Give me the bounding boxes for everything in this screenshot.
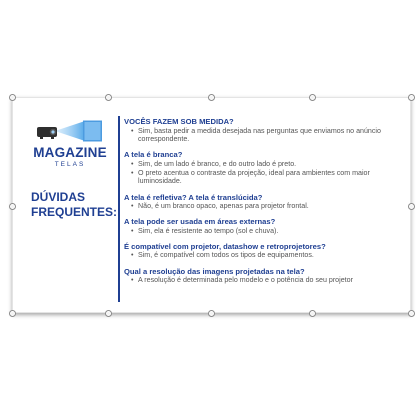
bullet-icon: • (131, 226, 134, 235)
bullet-icon: • (131, 202, 134, 211)
faq-item (124, 267, 404, 285)
faq-question: VOCÊS FAZEM SOB MEDIDA? (124, 117, 234, 126)
faq-item (124, 150, 404, 186)
brand-name: MAGAZINE (33, 145, 107, 160)
faq-answer: • Sim, é compatível com todos os tipos de equipamentos. (131, 251, 314, 260)
faq-question: A tela é refletiva? A tela é translúcida? (124, 192, 263, 202)
grommet-icon (105, 94, 112, 101)
faq-question: É compatível com projetor, datashow e retroprojetores? (124, 241, 326, 251)
bullet-icon: • (131, 276, 134, 285)
faq-banner (12, 97, 411, 313)
vertical-divider (118, 116, 120, 302)
bullet-icon: • (131, 251, 134, 260)
faq-list (124, 117, 404, 291)
grommet-icon (309, 94, 316, 101)
grommet-icon (9, 94, 16, 101)
faq-heading: DÚVIDAS FREQUENTES: (31, 190, 118, 219)
grommet-icon (9, 203, 16, 210)
grommet-icon (408, 203, 415, 210)
faq-item (124, 117, 404, 144)
grommet-icon (309, 310, 316, 317)
faq-question: Qual a resolução das imagens projetadas na tela? (124, 266, 305, 276)
faq-answer: • Sim, de um lado é branco, e do outro lado é preto. (131, 159, 297, 168)
faq-item (124, 242, 404, 260)
bullet-icon: • (131, 168, 134, 177)
faq-question: A tela pode ser usada em áreas externas? (124, 217, 276, 227)
projector-icon (37, 120, 103, 142)
grommet-icon (408, 310, 415, 317)
faq-answer: • Não, é um branco opaco, apenas para projetor frontal. (131, 202, 309, 211)
faq-answer: • Sim, basta pedir a medida desejada nas perguntas que enviamos no anúncio correspondente. (131, 126, 381, 144)
faq-item (124, 193, 404, 211)
grommet-icon (408, 94, 415, 101)
grommet-icon (208, 310, 215, 317)
faq-answer: • O preto acentua o contraste da projeção, ideal para ambientes com maior luminosidade. (131, 168, 370, 186)
bullet-icon: • (131, 126, 134, 135)
grommet-icon (9, 310, 16, 317)
grommet-icon (208, 94, 215, 101)
faq-answer: • Sim, ela é resistente ao tempo (sol e chuva). (131, 226, 279, 235)
faq-question: A tela é branca? (124, 150, 183, 160)
grommet-icon (105, 310, 112, 317)
brand-logo (27, 118, 113, 168)
faq-item (124, 217, 404, 235)
brand-sub: TELAS (54, 161, 86, 168)
bullet-icon: • (131, 159, 134, 168)
faq-answer: • A resolução é determinada pelo modelo e o potência do seu projetor (131, 276, 353, 285)
